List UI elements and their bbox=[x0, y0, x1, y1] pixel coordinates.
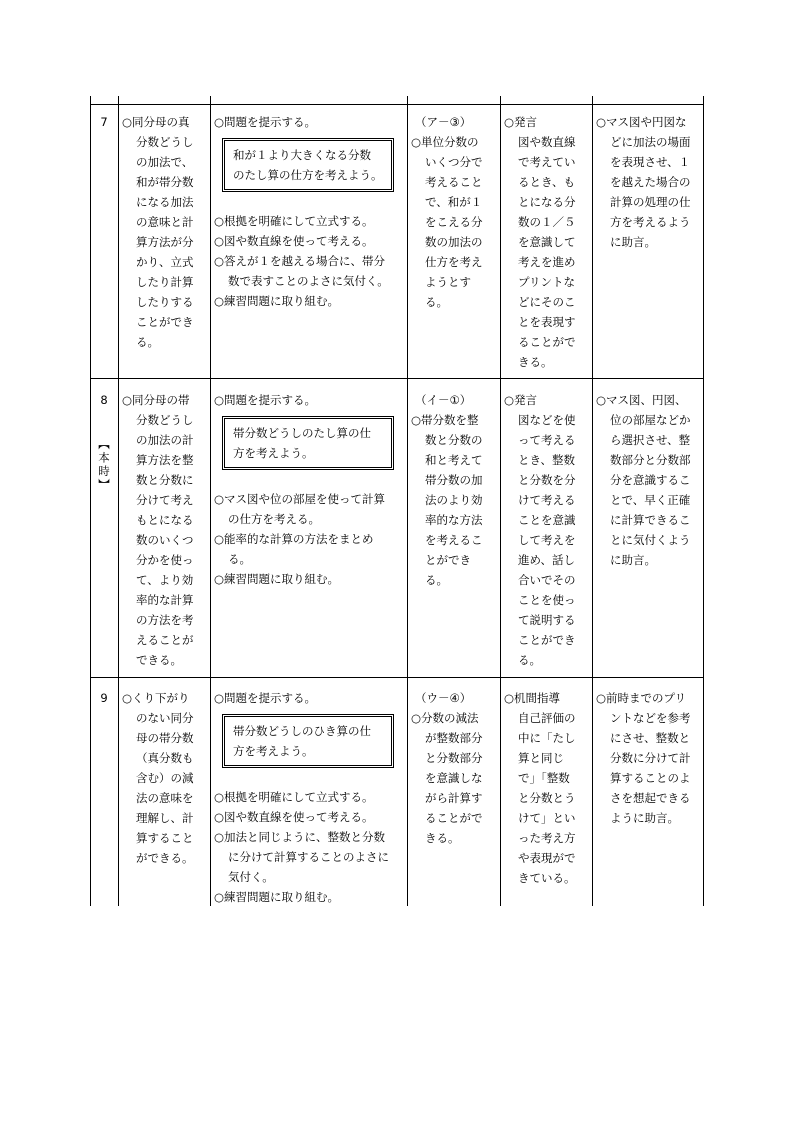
evaluation-line: とを表現す bbox=[518, 315, 576, 329]
activity-first: ○問題を提示する。 bbox=[214, 115, 317, 129]
evaluation-line: ○発言 bbox=[504, 115, 538, 129]
row-divider-2 bbox=[90, 677, 704, 678]
support-line: を越えた場合の bbox=[610, 175, 691, 189]
evaluation-line: ことができ bbox=[518, 633, 576, 647]
criteria-label: （イ－①） bbox=[415, 393, 472, 407]
criteria-line: 仕方を考え bbox=[425, 255, 483, 269]
support-line: ○前時までのプリ bbox=[596, 691, 687, 705]
evaluation-line: けて考える bbox=[518, 493, 576, 507]
criteria-line: が整数部分 bbox=[425, 731, 483, 745]
evaluation-line: 算と同じ bbox=[518, 751, 564, 765]
objective-line: もとになる bbox=[136, 513, 194, 527]
objective-line: の方法を考 bbox=[136, 613, 194, 627]
objective-line: 数のいくつ bbox=[136, 533, 194, 547]
objective-line: 分かを使っ bbox=[136, 553, 194, 567]
column-divider-3 bbox=[407, 96, 408, 906]
objective-line: 分数どうし bbox=[136, 135, 194, 149]
support-line: 位の部屋などか bbox=[610, 413, 691, 427]
lesson-goal-box bbox=[222, 714, 394, 768]
activity-line: ○答えが１を越える場合に、帯分 bbox=[214, 254, 386, 268]
goal-line: 方を考えよう。 bbox=[233, 446, 314, 460]
goal-line: のたし算の仕方を考えよう。 bbox=[233, 168, 383, 182]
support-line: ○マス図や円図な bbox=[596, 115, 687, 129]
objective-line: の意味と計 bbox=[136, 215, 194, 229]
criteria-line: ○分数の減法 bbox=[411, 711, 479, 725]
support-line: とで、早く正確 bbox=[610, 493, 691, 507]
support-cell bbox=[596, 390, 691, 570]
activity-line: ○図や数直線を使って考える。 bbox=[214, 234, 374, 248]
objective-cell bbox=[122, 688, 194, 868]
criteria-line: 数と分数の bbox=[425, 433, 483, 447]
activity-line: ○根拠を明確にして立式する。 bbox=[214, 214, 374, 228]
evaluation-line: とき、整数 bbox=[518, 453, 576, 467]
objective-line: ○同分母の帯 bbox=[122, 393, 190, 407]
lesson-number: 9 bbox=[100, 691, 108, 705]
objective-line: 算方法を整 bbox=[136, 453, 194, 467]
activity-line: る。 bbox=[228, 552, 251, 566]
criteria-line: きる。 bbox=[425, 831, 460, 845]
support-line: とに気付くよう bbox=[610, 533, 691, 547]
activity-line: に分けて計算することのよさに bbox=[228, 850, 389, 864]
evaluation-line: 進め、話し bbox=[518, 553, 576, 567]
support-line: に助言。 bbox=[610, 553, 656, 567]
evaluation-line: ○机間指導 bbox=[504, 691, 561, 705]
goal-line: 和が１より大きくなる分数 bbox=[233, 148, 371, 162]
evaluation-line: 自己評価の bbox=[518, 711, 576, 725]
support-line: 算することのよ bbox=[610, 771, 691, 785]
lesson-goal-box bbox=[222, 138, 394, 192]
evaluation-line: とになる分 bbox=[518, 195, 576, 209]
support-line: 計算の処理の仕 bbox=[610, 195, 691, 209]
column-divider-1 bbox=[118, 96, 119, 906]
criteria-label: （ウ－④） bbox=[415, 691, 472, 705]
objective-line: 分けて考え bbox=[136, 493, 194, 507]
support-line: 分数に分けて計 bbox=[610, 751, 691, 765]
support-line: ントなどを参考 bbox=[610, 711, 691, 725]
activity-line: ○図や数直線を使って考える。 bbox=[214, 810, 374, 824]
evaluation-line: ことを意識 bbox=[518, 513, 576, 527]
table-top-border bbox=[90, 104, 704, 105]
criteria-line: を意識しな bbox=[425, 771, 483, 785]
objective-line: の加法の計 bbox=[136, 433, 194, 447]
criteria-line: ようとす bbox=[425, 275, 471, 289]
evaluation-line: きる。 bbox=[518, 355, 553, 369]
objective-cell bbox=[122, 112, 194, 352]
objective-line: 分数どうし bbox=[136, 413, 194, 427]
criteria-line: いくつ分で bbox=[425, 155, 483, 169]
evaluation-line: 図や数直線 bbox=[518, 135, 576, 149]
evaluation-line: って考える bbox=[518, 433, 576, 447]
goal-line: 方を考えよう。 bbox=[233, 744, 314, 758]
objective-line: て、より効 bbox=[136, 573, 194, 587]
evaluation-line: どにそのこ bbox=[518, 295, 576, 309]
activity-line: ○根拠を明確にして立式する。 bbox=[214, 790, 374, 804]
objective-line: ○同分母の真 bbox=[122, 115, 190, 129]
support-line: ら選択させ、整 bbox=[610, 433, 691, 447]
criteria-line: ○帯分数を整 bbox=[411, 413, 479, 427]
criteria-line: 考えること bbox=[425, 175, 483, 189]
criteria-line: をこえる分 bbox=[425, 215, 483, 229]
support-line: どに加法の場面 bbox=[610, 135, 691, 149]
evaluation-line: ることがで bbox=[518, 335, 576, 349]
evaluation-line: で考えてい bbox=[518, 155, 576, 169]
criteria-line: 帯分数の加 bbox=[425, 473, 483, 487]
activity-items bbox=[214, 211, 389, 311]
criteria-line: がら計算す bbox=[425, 791, 483, 805]
objective-line: 数と分数に bbox=[136, 473, 194, 487]
evaluation-line: で」「整数 bbox=[518, 771, 570, 785]
objective-line: ができる。 bbox=[136, 851, 194, 865]
support-line: に計算できるこ bbox=[610, 513, 691, 527]
activity-line: ○練習問題に取り組む。 bbox=[214, 890, 340, 904]
support-line: 数部分と分数部 bbox=[610, 453, 691, 467]
evaluation-line: る。 bbox=[518, 653, 541, 667]
objective-cell bbox=[122, 390, 194, 670]
row-divider-1 bbox=[90, 378, 704, 379]
evaluation-line: 数の１／５ bbox=[518, 215, 576, 229]
lesson-number: 8 bbox=[100, 393, 108, 407]
support-line: さを想起できる bbox=[610, 791, 691, 805]
support-line: ように助言。 bbox=[610, 811, 679, 825]
criteria-cell bbox=[411, 688, 483, 848]
criteria-line: 数の加法の bbox=[425, 235, 483, 249]
support-line: 分を意識するこ bbox=[610, 473, 691, 487]
column-divider-4 bbox=[500, 96, 501, 906]
evaluation-line: 中に「たし bbox=[518, 731, 576, 745]
objective-line: になる加法 bbox=[136, 195, 194, 209]
objective-line: 理解し、計 bbox=[136, 811, 194, 825]
evaluation-line: や表現がで bbox=[518, 851, 576, 865]
activity-line: 気付く。 bbox=[228, 870, 274, 884]
evaluation-line: プリントな bbox=[518, 275, 576, 289]
support-line: に助言。 bbox=[610, 235, 656, 249]
evaluation-cell bbox=[504, 688, 576, 888]
support-line: 方を考えるよう bbox=[610, 215, 691, 229]
objective-line: 和が帯分数 bbox=[136, 175, 194, 189]
activity-items bbox=[214, 787, 389, 907]
evaluation-line: して考えを bbox=[518, 533, 576, 547]
criteria-line: 法のより効 bbox=[425, 493, 483, 507]
support-line: を表現させ、１ bbox=[610, 155, 691, 169]
criteria-line: る。 bbox=[425, 573, 448, 587]
criteria-line: ることがで bbox=[425, 811, 483, 825]
criteria-line: 率的な方法 bbox=[425, 513, 483, 527]
objective-line: したりする bbox=[136, 295, 194, 309]
activity-line: ○マス図や位の部屋を使って計算 bbox=[214, 492, 386, 506]
support-line: にさせ、整数と bbox=[610, 731, 691, 745]
activity-line: ○能率的な計算の方法をまとめ bbox=[214, 532, 374, 546]
lesson-number: 7 bbox=[100, 115, 108, 129]
activity-line: ○練習問題に取り組む。 bbox=[214, 572, 340, 586]
current-lesson-marker: 【本時】 bbox=[97, 438, 111, 492]
criteria-line: とができ bbox=[425, 553, 471, 567]
evaluation-line: ことを使っ bbox=[518, 593, 576, 607]
objective-line: 含む）の減 bbox=[136, 771, 194, 785]
objective-line: 率的な計算 bbox=[136, 593, 194, 607]
criteria-label: （ア－③） bbox=[415, 115, 472, 129]
support-cell bbox=[596, 688, 691, 828]
evaluation-line: と分数とう bbox=[518, 791, 576, 805]
evaluation-line: て説明する bbox=[518, 613, 576, 627]
activity-first: ○問題を提示する。 bbox=[214, 691, 317, 705]
objective-line: 法の意味を bbox=[136, 791, 194, 805]
objective-line: （真分数も bbox=[136, 751, 194, 765]
objective-line: 算すること bbox=[136, 831, 194, 845]
criteria-line: と分数部分 bbox=[425, 751, 483, 765]
column-divider-2 bbox=[210, 96, 211, 906]
evaluation-cell bbox=[504, 112, 576, 372]
objective-line: できる。 bbox=[136, 653, 182, 667]
objective-line: のない同分 bbox=[136, 711, 194, 725]
objective-line: ことができ bbox=[136, 315, 194, 329]
activity-items bbox=[214, 489, 385, 589]
objective-line: したり計算 bbox=[136, 275, 194, 289]
evaluation-line: を意識して bbox=[518, 235, 576, 249]
goal-line: 帯分数どうしのたし算の仕 bbox=[233, 426, 371, 440]
objective-line: 算方法が分 bbox=[136, 235, 194, 249]
objective-line: かり、立式 bbox=[136, 255, 194, 269]
objective-line: ○くり下がり bbox=[122, 691, 190, 705]
support-cell bbox=[596, 112, 691, 252]
goal-line: 帯分数どうしのひき算の仕 bbox=[233, 724, 371, 738]
criteria-cell bbox=[411, 390, 483, 590]
evaluation-line: と分数を分 bbox=[518, 473, 576, 487]
table-border-left bbox=[90, 96, 91, 906]
criteria-line: を考えるこ bbox=[425, 533, 483, 547]
table-border-right bbox=[703, 96, 704, 906]
evaluation-line: った考え方 bbox=[518, 831, 576, 845]
evaluation-line: きている。 bbox=[518, 871, 576, 885]
objective-line: の加法で、 bbox=[136, 155, 194, 169]
activity-line: ○加法と同じように、整数と分数 bbox=[214, 830, 386, 844]
evaluation-line: 合いでその bbox=[518, 573, 576, 587]
activity-first: ○問題を提示する。 bbox=[214, 393, 317, 407]
objective-line: る。 bbox=[136, 335, 159, 349]
criteria-line: ○単位分数の bbox=[411, 135, 479, 149]
activity-line: 数で表すことのよさに気付く。 bbox=[228, 274, 389, 288]
criteria-cell bbox=[411, 112, 483, 312]
evaluation-line: るとき、も bbox=[518, 175, 576, 189]
activity-line: ○練習問題に取り組む。 bbox=[214, 294, 340, 308]
lesson-goal-box bbox=[222, 416, 394, 470]
criteria-line: 和と考えて bbox=[425, 453, 483, 467]
evaluation-line: ○発言 bbox=[504, 393, 538, 407]
evaluation-line: 考えを進め bbox=[518, 255, 576, 269]
support-line: ○マス図、円図、 bbox=[596, 393, 687, 407]
criteria-line: る。 bbox=[425, 295, 448, 309]
objective-line: えることが bbox=[136, 633, 194, 647]
evaluation-line: 図などを使 bbox=[518, 413, 576, 427]
evaluation-line: けて」とい bbox=[518, 811, 576, 825]
evaluation-cell bbox=[504, 390, 576, 670]
activity-line: の仕方を考える。 bbox=[228, 512, 320, 526]
column-divider-5 bbox=[592, 96, 593, 906]
objective-line: 母の帯分数 bbox=[136, 731, 194, 745]
criteria-line: で、和が１ bbox=[425, 195, 483, 209]
